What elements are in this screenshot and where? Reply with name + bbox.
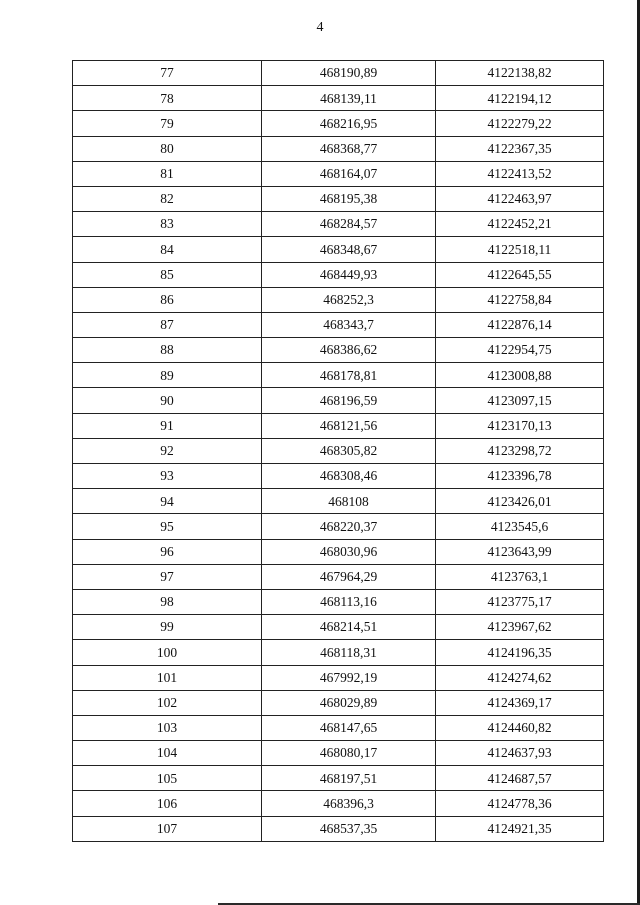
point-number-cell: 102	[73, 690, 262, 715]
x-coordinate-cell: 468121,56	[262, 413, 436, 438]
x-coordinate-cell: 468139,11	[262, 86, 436, 111]
x-coordinate-cell: 468305,82	[262, 438, 436, 463]
x-coordinate-cell: 468220,37	[262, 514, 436, 539]
table-row	[73, 615, 604, 640]
point-number-cell: 106	[73, 791, 262, 816]
table-row	[73, 111, 604, 136]
point-number-cell: 84	[73, 237, 262, 262]
point-number-cell: 77	[73, 61, 262, 86]
table-row	[73, 589, 604, 614]
point-number-cell: 89	[73, 363, 262, 388]
point-number-cell: 79	[73, 111, 262, 136]
point-number-cell: 105	[73, 766, 262, 791]
y-coordinate-cell: 4124369,17	[436, 690, 604, 715]
y-coordinate-cell: 4124778,36	[436, 791, 604, 816]
x-coordinate-cell: 468396,3	[262, 791, 436, 816]
table-row	[73, 741, 604, 766]
y-coordinate-cell: 4122279,22	[436, 111, 604, 136]
table-row	[73, 262, 604, 287]
y-coordinate-cell: 4122138,82	[436, 61, 604, 86]
table-row	[73, 766, 604, 791]
table-row	[73, 539, 604, 564]
y-coordinate-cell: 4123396,78	[436, 464, 604, 489]
coordinates-table	[72, 60, 604, 842]
point-number-cell: 93	[73, 464, 262, 489]
y-coordinate-cell: 4122954,75	[436, 338, 604, 363]
x-coordinate-cell: 468178,81	[262, 363, 436, 388]
x-coordinate-cell: 468147,65	[262, 715, 436, 740]
table-row	[73, 640, 604, 665]
table-row	[73, 665, 604, 690]
x-coordinate-cell: 468216,95	[262, 111, 436, 136]
table-row	[73, 136, 604, 161]
point-number-cell: 85	[73, 262, 262, 287]
point-number-cell: 81	[73, 161, 262, 186]
table-row	[73, 61, 604, 86]
x-coordinate-cell: 468308,46	[262, 464, 436, 489]
x-coordinate-cell: 468190,89	[262, 61, 436, 86]
point-number-cell: 82	[73, 186, 262, 211]
table-row	[73, 338, 604, 363]
x-coordinate-cell: 468214,51	[262, 615, 436, 640]
x-coordinate-cell: 468118,31	[262, 640, 436, 665]
x-coordinate-cell: 468197,51	[262, 766, 436, 791]
table-row	[73, 715, 604, 740]
y-coordinate-cell: 4124687,57	[436, 766, 604, 791]
table-row	[73, 287, 604, 312]
y-coordinate-cell: 4122518,11	[436, 237, 604, 262]
point-number-cell: 88	[73, 338, 262, 363]
table-row	[73, 816, 604, 841]
x-coordinate-cell: 468348,67	[262, 237, 436, 262]
x-coordinate-cell: 468164,07	[262, 161, 436, 186]
y-coordinate-cell: 4123170,13	[436, 413, 604, 438]
point-number-cell: 101	[73, 665, 262, 690]
y-coordinate-cell: 4124637,93	[436, 741, 604, 766]
table-row	[73, 237, 604, 262]
point-number-cell: 103	[73, 715, 262, 740]
point-number-cell: 94	[73, 489, 262, 514]
table-row	[73, 413, 604, 438]
y-coordinate-cell: 4122194,12	[436, 86, 604, 111]
table-row	[73, 514, 604, 539]
x-coordinate-cell: 468368,77	[262, 136, 436, 161]
point-number-cell: 96	[73, 539, 262, 564]
y-coordinate-cell: 4123763,1	[436, 564, 604, 589]
point-number-cell: 99	[73, 615, 262, 640]
x-coordinate-cell: 468386,62	[262, 338, 436, 363]
y-coordinate-cell: 4124921,35	[436, 816, 604, 841]
table-row	[73, 690, 604, 715]
x-coordinate-cell: 468030,96	[262, 539, 436, 564]
table-row	[73, 564, 604, 589]
y-coordinate-cell: 4123008,88	[436, 363, 604, 388]
table-row	[73, 438, 604, 463]
y-coordinate-cell: 4124196,35	[436, 640, 604, 665]
x-coordinate-cell: 468537,35	[262, 816, 436, 841]
y-coordinate-cell: 4123298,72	[436, 438, 604, 463]
y-coordinate-cell: 4124460,82	[436, 715, 604, 740]
table-row	[73, 489, 604, 514]
page-number: 4	[316, 20, 324, 35]
table-row	[73, 312, 604, 337]
y-coordinate-cell: 4123097,15	[436, 388, 604, 413]
point-number-cell: 104	[73, 741, 262, 766]
y-coordinate-cell: 4123426,01	[436, 489, 604, 514]
point-number-cell: 92	[73, 438, 262, 463]
x-coordinate-cell: 467992,19	[262, 665, 436, 690]
x-coordinate-cell: 468029,89	[262, 690, 436, 715]
point-number-cell: 95	[73, 514, 262, 539]
x-coordinate-cell: 468252,3	[262, 287, 436, 312]
table-row	[73, 212, 604, 237]
point-number-cell: 78	[73, 86, 262, 111]
table-row	[73, 86, 604, 111]
point-number-cell: 107	[73, 816, 262, 841]
point-number-cell: 90	[73, 388, 262, 413]
x-coordinate-cell: 468113,16	[262, 589, 436, 614]
y-coordinate-cell: 4122463,97	[436, 186, 604, 211]
x-coordinate-cell: 468449,93	[262, 262, 436, 287]
y-coordinate-cell: 4122645,55	[436, 262, 604, 287]
point-number-cell: 97	[73, 564, 262, 589]
x-coordinate-cell: 468196,59	[262, 388, 436, 413]
table-row	[73, 464, 604, 489]
y-coordinate-cell: 4123545,6	[436, 514, 604, 539]
point-number-cell: 80	[73, 136, 262, 161]
point-number-cell: 86	[73, 287, 262, 312]
x-coordinate-cell: 467964,29	[262, 564, 436, 589]
x-coordinate-cell: 468343,7	[262, 312, 436, 337]
table-row	[73, 363, 604, 388]
point-number-cell: 98	[73, 589, 262, 614]
table-row	[73, 388, 604, 413]
table-row	[73, 161, 604, 186]
y-coordinate-cell: 4122413,52	[436, 161, 604, 186]
y-coordinate-cell: 4122758,84	[436, 287, 604, 312]
x-coordinate-cell: 468195,38	[262, 186, 436, 211]
y-coordinate-cell: 4123967,62	[436, 615, 604, 640]
point-number-cell: 100	[73, 640, 262, 665]
y-coordinate-cell: 4122367,35	[436, 136, 604, 161]
point-number-cell: 91	[73, 413, 262, 438]
x-coordinate-cell: 468284,57	[262, 212, 436, 237]
y-coordinate-cell: 4122876,14	[436, 312, 604, 337]
table-row	[73, 186, 604, 211]
x-coordinate-cell: 468108	[262, 489, 436, 514]
y-coordinate-cell: 4123775,17	[436, 589, 604, 614]
table-row	[73, 791, 604, 816]
coordinates-table-body	[73, 61, 604, 842]
x-coordinate-cell: 468080,17	[262, 741, 436, 766]
y-coordinate-cell: 4124274,62	[436, 665, 604, 690]
point-number-cell: 83	[73, 212, 262, 237]
y-coordinate-cell: 4123643,99	[436, 539, 604, 564]
point-number-cell: 87	[73, 312, 262, 337]
y-coordinate-cell: 4122452,21	[436, 212, 604, 237]
